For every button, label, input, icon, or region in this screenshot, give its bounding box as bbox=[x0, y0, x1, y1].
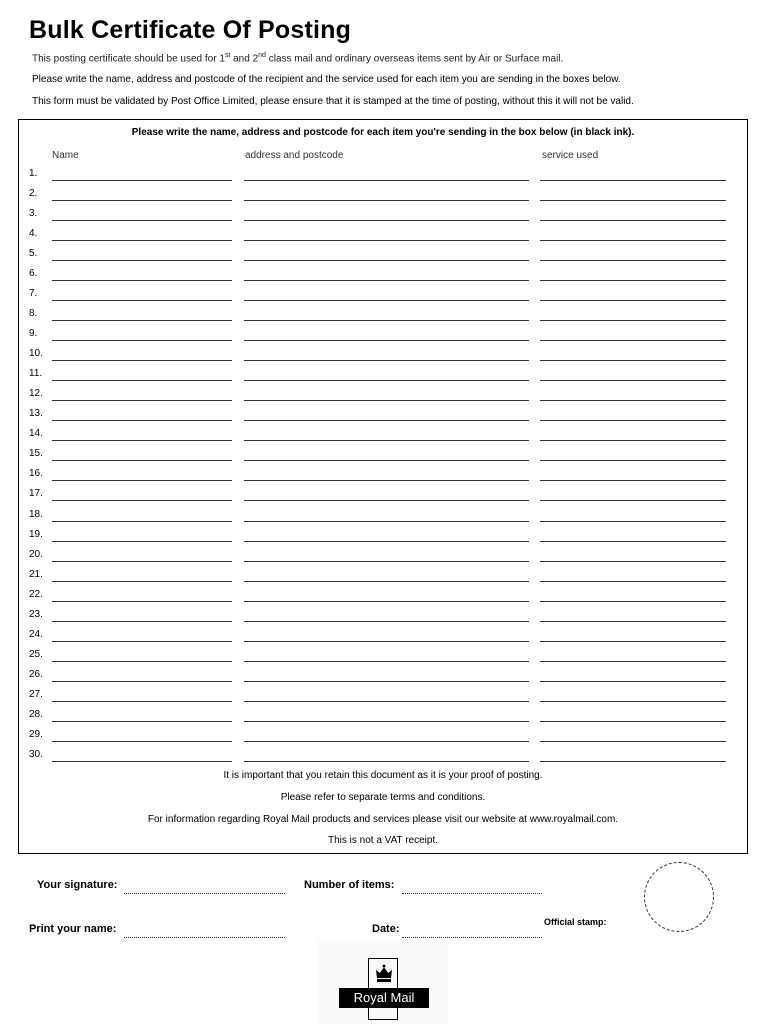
row-number: 22. bbox=[29, 588, 43, 600]
row-number: 11. bbox=[29, 368, 43, 380]
service-line[interactable] bbox=[540, 440, 726, 441]
service-line[interactable] bbox=[540, 220, 726, 221]
table-row bbox=[19, 688, 747, 708]
table-row bbox=[19, 568, 747, 588]
table-row bbox=[19, 447, 747, 467]
row-number: 18. bbox=[29, 508, 43, 520]
service-line[interactable] bbox=[540, 761, 726, 762]
address-line[interactable] bbox=[244, 681, 529, 682]
note-website: For information regarding Royal Mail products and services please visit our website at www.royalmail.com. bbox=[147, 814, 619, 825]
table-row bbox=[19, 467, 747, 487]
name-line[interactable] bbox=[52, 601, 232, 602]
table-row bbox=[19, 728, 747, 748]
name-line[interactable] bbox=[52, 320, 232, 321]
royal-mail-logo bbox=[318, 940, 448, 1024]
name-line[interactable] bbox=[52, 521, 232, 522]
name-line[interactable] bbox=[52, 280, 232, 281]
table-row bbox=[19, 287, 747, 307]
table-row bbox=[19, 247, 747, 267]
service-line[interactable] bbox=[540, 701, 726, 702]
row-number: 30. bbox=[29, 748, 43, 760]
table-row bbox=[19, 748, 747, 768]
address-line[interactable] bbox=[244, 621, 529, 622]
table-row bbox=[19, 427, 747, 447]
address-line[interactable] bbox=[244, 460, 529, 461]
name-line[interactable] bbox=[52, 340, 232, 341]
service-line[interactable] bbox=[540, 681, 726, 682]
row-number: 6. bbox=[29, 268, 38, 280]
service-line[interactable] bbox=[540, 641, 726, 642]
row-number: 20. bbox=[29, 548, 43, 560]
address-line[interactable] bbox=[244, 541, 529, 542]
table-row bbox=[19, 528, 747, 548]
service-line[interactable] bbox=[540, 180, 726, 181]
address-line[interactable] bbox=[244, 601, 529, 602]
table-row bbox=[19, 487, 747, 507]
name-line[interactable] bbox=[52, 641, 232, 642]
address-line[interactable] bbox=[244, 500, 529, 501]
name-line[interactable] bbox=[52, 180, 232, 181]
row-number: 5. bbox=[29, 248, 38, 260]
row-number: 23. bbox=[29, 608, 43, 620]
intro-line-2: Please write the name, address and postcode of the recipient and the service used for each item you are sending in the boxes below. bbox=[32, 74, 621, 85]
table-row bbox=[19, 367, 747, 387]
table-row bbox=[19, 207, 747, 227]
service-line[interactable] bbox=[540, 300, 726, 301]
table-row bbox=[19, 608, 747, 628]
address-line[interactable] bbox=[244, 260, 529, 261]
table-row bbox=[19, 347, 747, 367]
row-number: 12. bbox=[29, 388, 43, 400]
official-stamp-area bbox=[644, 862, 714, 932]
row-number: 2. bbox=[29, 188, 38, 200]
note-proof-of-posting: It is important that you retain this document as it is your proof of posting. bbox=[223, 770, 543, 781]
address-line[interactable] bbox=[244, 641, 529, 642]
address-line[interactable] bbox=[244, 240, 529, 241]
name-line[interactable] bbox=[52, 460, 232, 461]
address-line[interactable] bbox=[244, 521, 529, 522]
address-line[interactable] bbox=[244, 220, 529, 221]
name-line[interactable] bbox=[52, 681, 232, 682]
name-line[interactable] bbox=[52, 300, 232, 301]
service-line[interactable] bbox=[540, 741, 726, 742]
table-row bbox=[19, 227, 747, 247]
print-name-label: Print your name: bbox=[29, 923, 117, 935]
service-line[interactable] bbox=[540, 621, 726, 622]
intro-line-1: This posting certificate should be used for 1st and 2nd class mail and ordinary overseas items sent by Air or Surface mail. bbox=[32, 52, 564, 65]
address-line[interactable] bbox=[244, 761, 529, 762]
note-terms: Please refer to separate terms and conditions. bbox=[280, 792, 486, 803]
table-row bbox=[19, 628, 747, 648]
address-line[interactable] bbox=[244, 561, 529, 562]
table-row bbox=[19, 708, 747, 728]
service-line[interactable] bbox=[540, 360, 726, 361]
row-number: 17. bbox=[29, 488, 43, 500]
address-line[interactable] bbox=[244, 320, 529, 321]
table-row bbox=[19, 508, 747, 528]
row-number: 28. bbox=[29, 708, 43, 720]
name-line[interactable] bbox=[52, 500, 232, 501]
row-number: 25. bbox=[29, 648, 43, 660]
name-line[interactable] bbox=[52, 420, 232, 421]
row-number: 24. bbox=[29, 628, 43, 640]
row-number: 29. bbox=[29, 728, 43, 740]
service-line[interactable] bbox=[540, 240, 726, 241]
name-line[interactable] bbox=[52, 260, 232, 261]
address-line[interactable] bbox=[244, 360, 529, 361]
service-line[interactable] bbox=[540, 480, 726, 481]
row-number: 21. bbox=[29, 568, 43, 580]
name-line[interactable] bbox=[52, 561, 232, 562]
address-line[interactable] bbox=[244, 400, 529, 401]
service-line[interactable] bbox=[540, 420, 726, 421]
name-line[interactable] bbox=[52, 440, 232, 441]
service-line[interactable] bbox=[540, 581, 726, 582]
name-line[interactable] bbox=[52, 621, 232, 622]
name-line[interactable] bbox=[52, 380, 232, 381]
name-line[interactable] bbox=[52, 721, 232, 722]
address-line[interactable] bbox=[244, 741, 529, 742]
address-line[interactable] bbox=[244, 440, 529, 441]
items-count-field[interactable] bbox=[402, 893, 542, 894]
service-line[interactable] bbox=[540, 541, 726, 542]
column-header-address: address and postcode bbox=[245, 150, 344, 161]
service-line[interactable] bbox=[540, 561, 726, 562]
address-line[interactable] bbox=[244, 340, 529, 341]
row-number: 1. bbox=[29, 168, 38, 179]
row-number: 26. bbox=[29, 668, 43, 680]
table-row bbox=[19, 387, 747, 407]
print-name-field[interactable] bbox=[124, 937, 285, 938]
row-number: 15. bbox=[29, 448, 43, 460]
address-line[interactable] bbox=[244, 180, 529, 181]
name-line[interactable] bbox=[52, 200, 232, 201]
service-line[interactable] bbox=[540, 500, 726, 501]
items-form-box bbox=[18, 119, 748, 854]
service-line[interactable] bbox=[540, 340, 726, 341]
service-line[interactable] bbox=[540, 601, 726, 602]
page-title: Bulk Certificate Of Posting bbox=[29, 16, 352, 44]
service-line[interactable] bbox=[540, 280, 726, 281]
address-line[interactable] bbox=[244, 420, 529, 421]
name-line[interactable] bbox=[52, 400, 232, 401]
table-row bbox=[19, 668, 747, 688]
address-line[interactable] bbox=[244, 701, 529, 702]
column-header-name: Name bbox=[52, 150, 79, 161]
name-line[interactable] bbox=[52, 761, 232, 762]
service-line[interactable] bbox=[540, 400, 726, 401]
row-number: 13. bbox=[29, 408, 43, 420]
row-number: 4. bbox=[29, 228, 38, 240]
service-line[interactable] bbox=[540, 521, 726, 522]
table-row bbox=[19, 648, 747, 668]
row-number: 8. bbox=[29, 308, 38, 320]
address-line[interactable] bbox=[244, 661, 529, 662]
column-header-service: service used bbox=[542, 150, 599, 161]
signature-field[interactable] bbox=[124, 893, 285, 894]
table-row bbox=[19, 187, 747, 207]
address-line[interactable] bbox=[244, 200, 529, 201]
address-line[interactable] bbox=[244, 581, 529, 582]
address-line[interactable] bbox=[244, 480, 529, 481]
table-row bbox=[19, 167, 747, 187]
service-line[interactable] bbox=[540, 260, 726, 261]
table-row bbox=[19, 407, 747, 427]
crown-icon bbox=[375, 964, 393, 984]
row-number: 7. bbox=[29, 288, 38, 300]
address-line[interactable] bbox=[244, 300, 529, 301]
name-line[interactable] bbox=[52, 661, 232, 662]
service-line[interactable] bbox=[540, 380, 726, 381]
table-row bbox=[19, 307, 747, 327]
service-line[interactable] bbox=[540, 320, 726, 321]
table-row bbox=[19, 548, 747, 568]
name-line[interactable] bbox=[52, 701, 232, 702]
note-vat: This is not a VAT receipt. bbox=[327, 835, 439, 846]
form-heading: Please write the name, address and postcode for each item you're sending in the box below (in black ink). bbox=[131, 127, 635, 138]
service-line[interactable] bbox=[540, 721, 726, 722]
items-count-label: Number of items: bbox=[304, 879, 395, 891]
row-number: 16. bbox=[29, 468, 43, 480]
date-field[interactable] bbox=[402, 937, 542, 938]
table-row bbox=[19, 588, 747, 608]
name-line[interactable] bbox=[52, 240, 232, 241]
name-line[interactable] bbox=[52, 360, 232, 361]
service-line[interactable] bbox=[540, 661, 726, 662]
intro-line-3: This form must be validated by Post Office Limited, please ensure that it is stamped at the time of posting, without this it will not be valid. bbox=[32, 96, 634, 107]
service-line[interactable] bbox=[540, 200, 726, 201]
date-label: Date: bbox=[372, 923, 400, 935]
row-number: 14. bbox=[29, 428, 43, 440]
name-line[interactable] bbox=[52, 741, 232, 742]
name-line[interactable] bbox=[52, 220, 232, 221]
row-number: 19. bbox=[29, 528, 43, 540]
row-number: 9. bbox=[29, 328, 38, 340]
name-line[interactable] bbox=[52, 480, 232, 481]
address-line[interactable] bbox=[244, 280, 529, 281]
table-row bbox=[19, 327, 747, 347]
signature-label: Your signature: bbox=[37, 879, 118, 891]
row-number: 27. bbox=[29, 688, 43, 700]
name-line[interactable] bbox=[52, 581, 232, 582]
official-stamp-label: Official stamp: bbox=[544, 917, 607, 927]
logo-text: Royal Mail bbox=[339, 988, 429, 1008]
row-number: 3. bbox=[29, 208, 38, 220]
name-line[interactable] bbox=[52, 541, 232, 542]
service-line[interactable] bbox=[540, 460, 726, 461]
row-number: 10. bbox=[29, 348, 43, 360]
table-row bbox=[19, 267, 747, 287]
address-line[interactable] bbox=[244, 721, 529, 722]
address-line[interactable] bbox=[244, 380, 529, 381]
